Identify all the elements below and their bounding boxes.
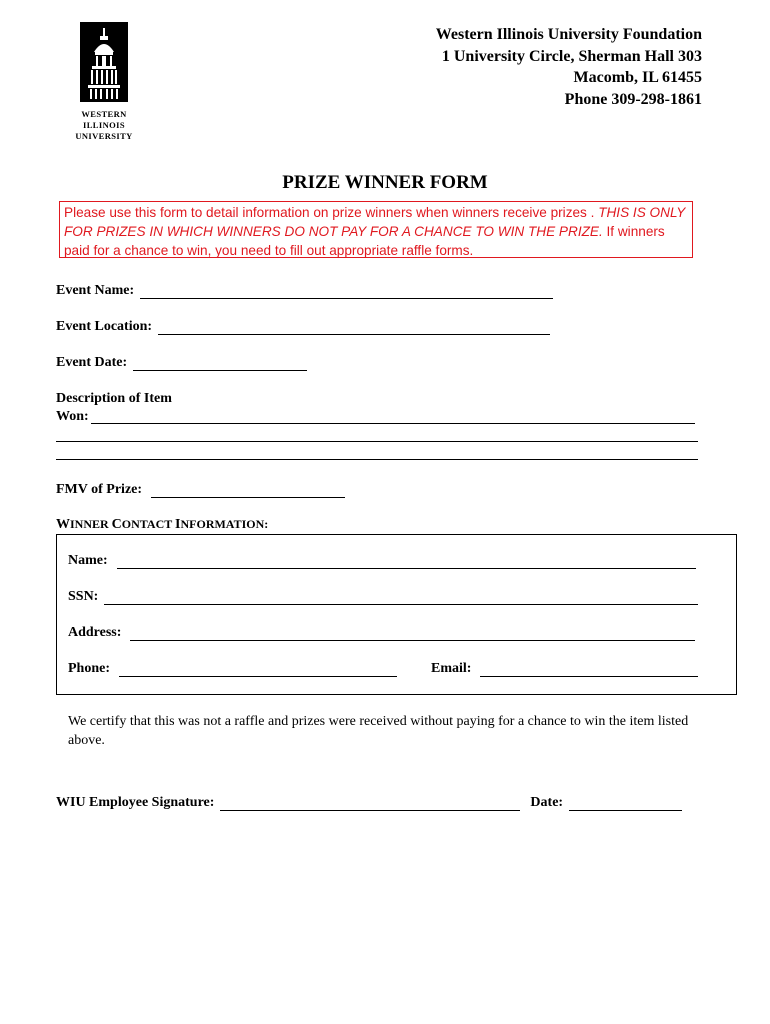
winner-name-label: Name: (68, 553, 108, 568)
notice-emphasis: THIS IS ONLY FOR PRIZES IN WHICH WINNERS DO NOT PAY FOR A CHANCE TO WIN THE PRIZE. (64, 205, 686, 239)
event-name-field[interactable] (140, 285, 553, 299)
winner-address-label: Address: (68, 625, 122, 640)
signature-field[interactable] (220, 797, 520, 811)
winner-name-field[interactable] (117, 555, 696, 569)
description-field-line2[interactable] (56, 441, 698, 442)
heading-part: NFORMATION: (180, 517, 269, 531)
winner-email-field[interactable] (480, 663, 698, 677)
heading-part: ONTACT (121, 517, 176, 531)
logo-line: UNIVERSITY (75, 131, 133, 141)
fmv-row (56, 482, 345, 498)
event-location-label: Event Location: (56, 319, 153, 334)
logo-line: ILLINOIS (83, 120, 125, 130)
building-icon (80, 22, 128, 102)
heading-initial: C (111, 517, 122, 532)
event-location-field[interactable] (158, 321, 550, 335)
certification-statement: We certify that this was not a raffle and prizes were received without paying for a chance to win the item listed above. (68, 714, 689, 748)
heading-part: INNER (70, 517, 112, 531)
signature-date-field[interactable] (569, 797, 682, 811)
description-field-line1[interactable] (91, 423, 695, 424)
event-date-row (56, 355, 307, 371)
winner-ssn-label: SSN: (68, 589, 99, 604)
description-label (56, 390, 172, 426)
description-label-line: Description of Item (56, 391, 172, 406)
heading-initial: W (56, 517, 70, 532)
event-date-label: Event Date: (56, 355, 128, 370)
fmv-field[interactable] (151, 484, 345, 498)
signature-row (56, 795, 682, 811)
foundation-address (436, 24, 702, 110)
event-location-row (56, 319, 550, 335)
description-field-line3[interactable] (56, 459, 698, 460)
winner-phone-field[interactable] (119, 663, 397, 677)
foundation-name: Western Illinois University Foundation (435, 26, 702, 43)
form-title: PRIZE WINNER FORM (282, 172, 488, 193)
notice-text: Please use this form to detail information on prize winners when winners receive prizes . (64, 205, 599, 220)
winner-ssn-field[interactable] (104, 591, 698, 605)
foundation-city: Macomb, IL 61455 (573, 69, 702, 86)
winner-phone-row (68, 661, 397, 677)
heading-initial: I (175, 517, 181, 532)
fmv-label: FMV of Prize: (56, 482, 143, 497)
notice-text: If winners paid for a chance to win, you need to fill out appropriate raffle forms. (64, 224, 665, 258)
wiu-logo-text (64, 109, 144, 142)
winner-contact-heading (56, 517, 268, 533)
foundation-phone: Phone 309-298-1861 (564, 90, 702, 108)
notice-box (59, 201, 693, 258)
winner-phone-label: Phone: (68, 661, 110, 676)
winner-ssn-row (68, 589, 698, 605)
winner-email-row (431, 661, 698, 677)
winner-email-label: Email: (431, 661, 472, 676)
event-name-row (56, 283, 553, 299)
event-date-field[interactable] (133, 357, 307, 371)
winner-address-field[interactable] (130, 627, 695, 641)
foundation-street: 1 University Circle, Sherman Hall 303 (441, 47, 702, 65)
logo-line: WESTERN (81, 109, 127, 119)
signature-date-label: Date: (530, 795, 564, 810)
event-name-label: Event Name: (56, 283, 135, 298)
description-label-line: Won: (56, 409, 89, 424)
signature-label: WIU Employee Signature: (56, 795, 215, 810)
winner-address-row (68, 625, 695, 641)
winner-name-row (68, 553, 696, 569)
